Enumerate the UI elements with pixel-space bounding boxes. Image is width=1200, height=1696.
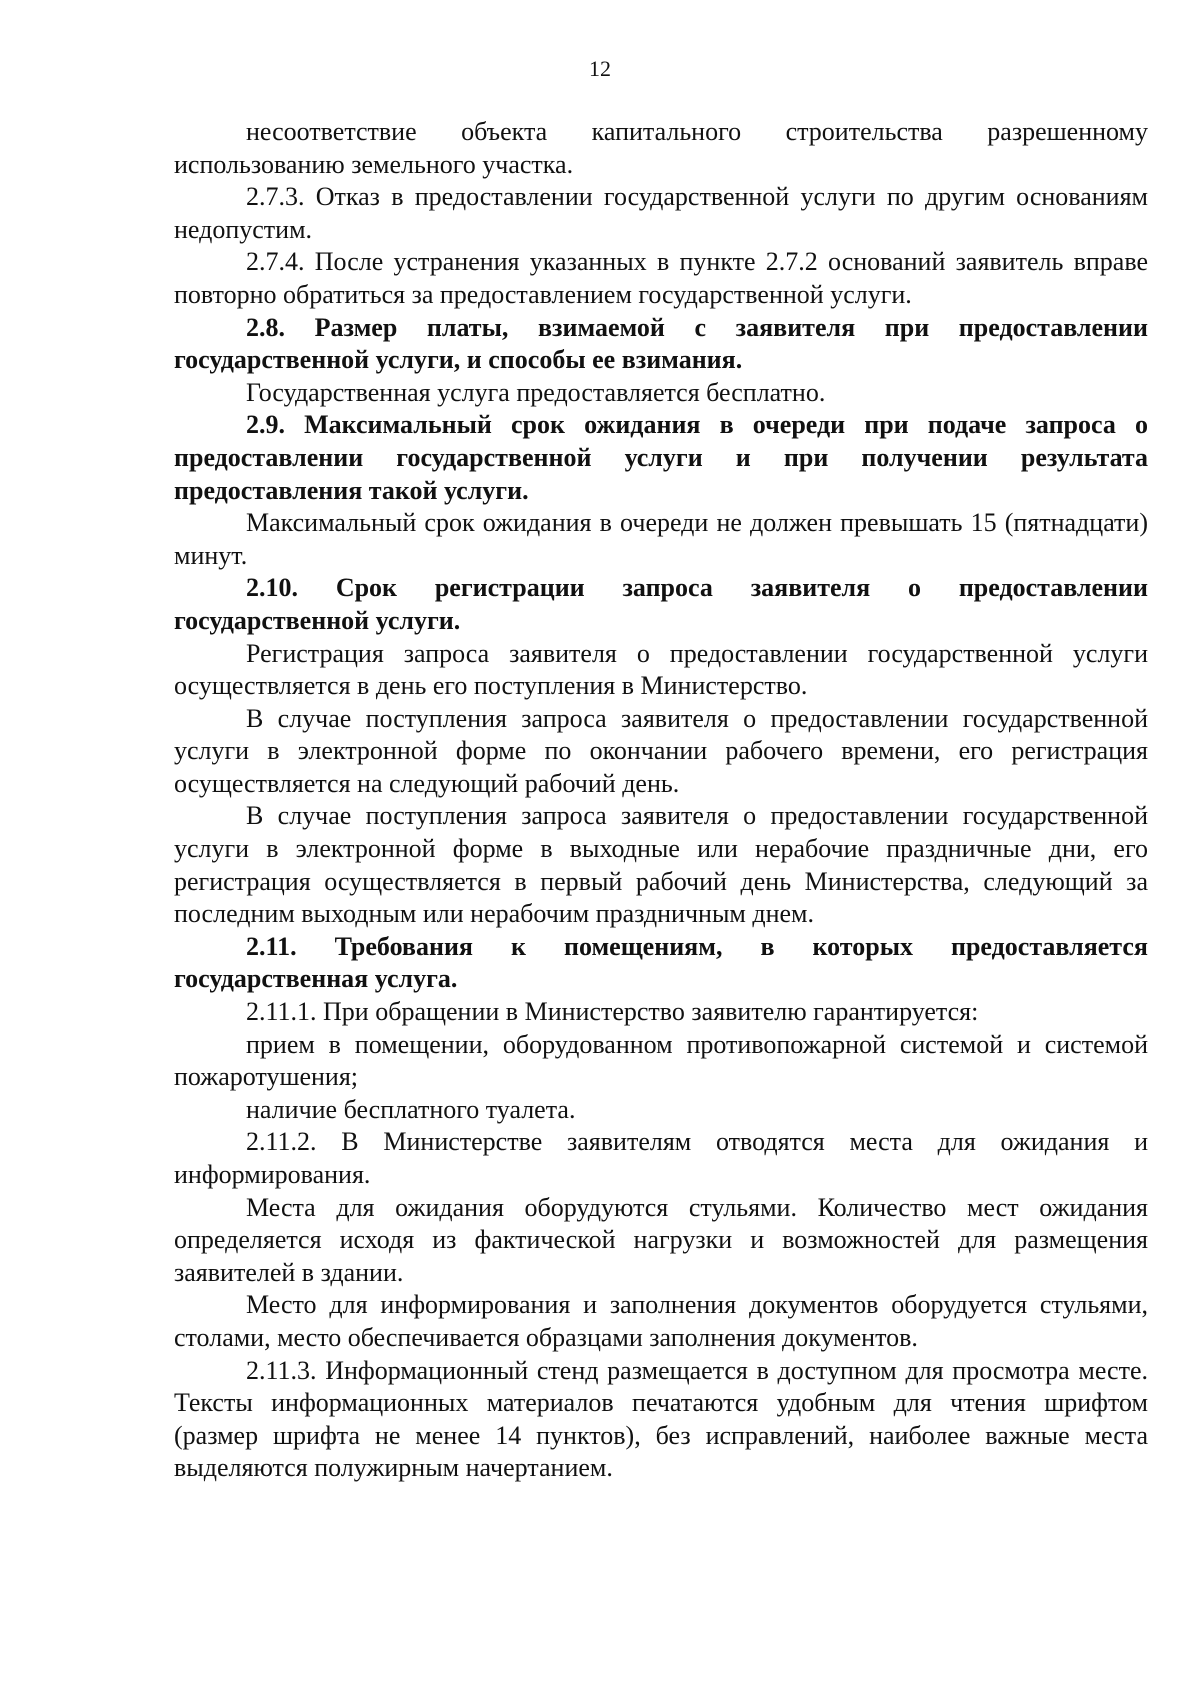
paragraph: Регистрация запроса заявителя о предоставлении государственной услуги осуществляется в день его поступления в Министерство. <box>174 638 1148 701</box>
paragraph: наличие бесплатного туалета. <box>246 1094 576 1124</box>
paragraph: прием в помещении, оборудованном противопожарной системой и системой пожаротушения; <box>174 1029 1148 1092</box>
section-heading: 2.9. Максимальный срок ожидания в очереди при подаче запроса о предоставлении государственной услуги и при получении результата предоставления такой услуги. <box>174 410 1148 505</box>
section-heading: 2.10. Срок регистрации запроса заявителя о предоставлении государственной услуги. <box>174 573 1148 635</box>
document-body <box>174 116 1148 1485</box>
paragraph: 2.11.3. Информационный стенд размещается в доступном для просмотра месте. Тексты информационных материалов печатаются удобным для чтения шрифтом (размер шрифта не менее 14 пунктов), без исправлений, наиболее важные места выделяются полужирным начертанием. <box>174 1355 1148 1483</box>
paragraph: В случае поступления запроса заявителя о предоставлении государственной услуги в электронной форме в выходные или нерабочие праздничные дни, его регистрация осуществляется в первый рабочий день Министерства, следующий за последним выходным или нерабочим праздничным днем. <box>174 801 1148 929</box>
paragraph: 2.7.3. Отказ в предоставлении государственной услуги по другим основаниям недопустим. <box>174 182 1148 244</box>
section-heading: 2.8. Размер платы, взимаемой с заявителя при предоставлении государственной услуги, и способы ее взимания. <box>174 312 1148 375</box>
paragraph: Государственная услуга предоставляется бесплатно. <box>246 377 826 407</box>
paragraph: 2.7.4. После устранения указанных в пункте 2.7.2 оснований заявитель вправе повторно обратиться за предоставлением государственной услуги. <box>174 247 1148 309</box>
paragraph: В случае поступления запроса заявителя о предоставлении государственной услуги в электронной форме по окончании рабочего времени, его регистрация осуществляется на следующий рабочий день. <box>174 703 1148 798</box>
paragraph: 2.11.1. При обращении в Министерство заявителю гарантируется: <box>246 997 979 1027</box>
paragraph: 2.11.2. В Министерстве заявителям отводятся места для ожидания и информирования. <box>174 1127 1148 1189</box>
paragraph: Места для ожидания оборудуются стульями. Количество мест ожидания определяется исходя из фактической нагрузки и возможностей для размещения заявителей в здании. <box>174 1192 1148 1287</box>
page-number: 12 <box>589 56 611 81</box>
paragraph: Место для информирования и заполнения документов оборудуется стульями, столами, место обеспечивается образцами заполнения документов. <box>174 1290 1148 1352</box>
paragraph: Максимальный срок ожидания в очереди не должен превышать 15 (пятнадцати) минут. <box>174 508 1148 570</box>
paragraph: несоответствие объекта капитального строительства разрешенному использованию земельного участка. <box>174 117 1148 179</box>
section-heading: 2.11. Требования к помещениям, в которых предоставляется государственная услуга. <box>174 931 1148 994</box>
